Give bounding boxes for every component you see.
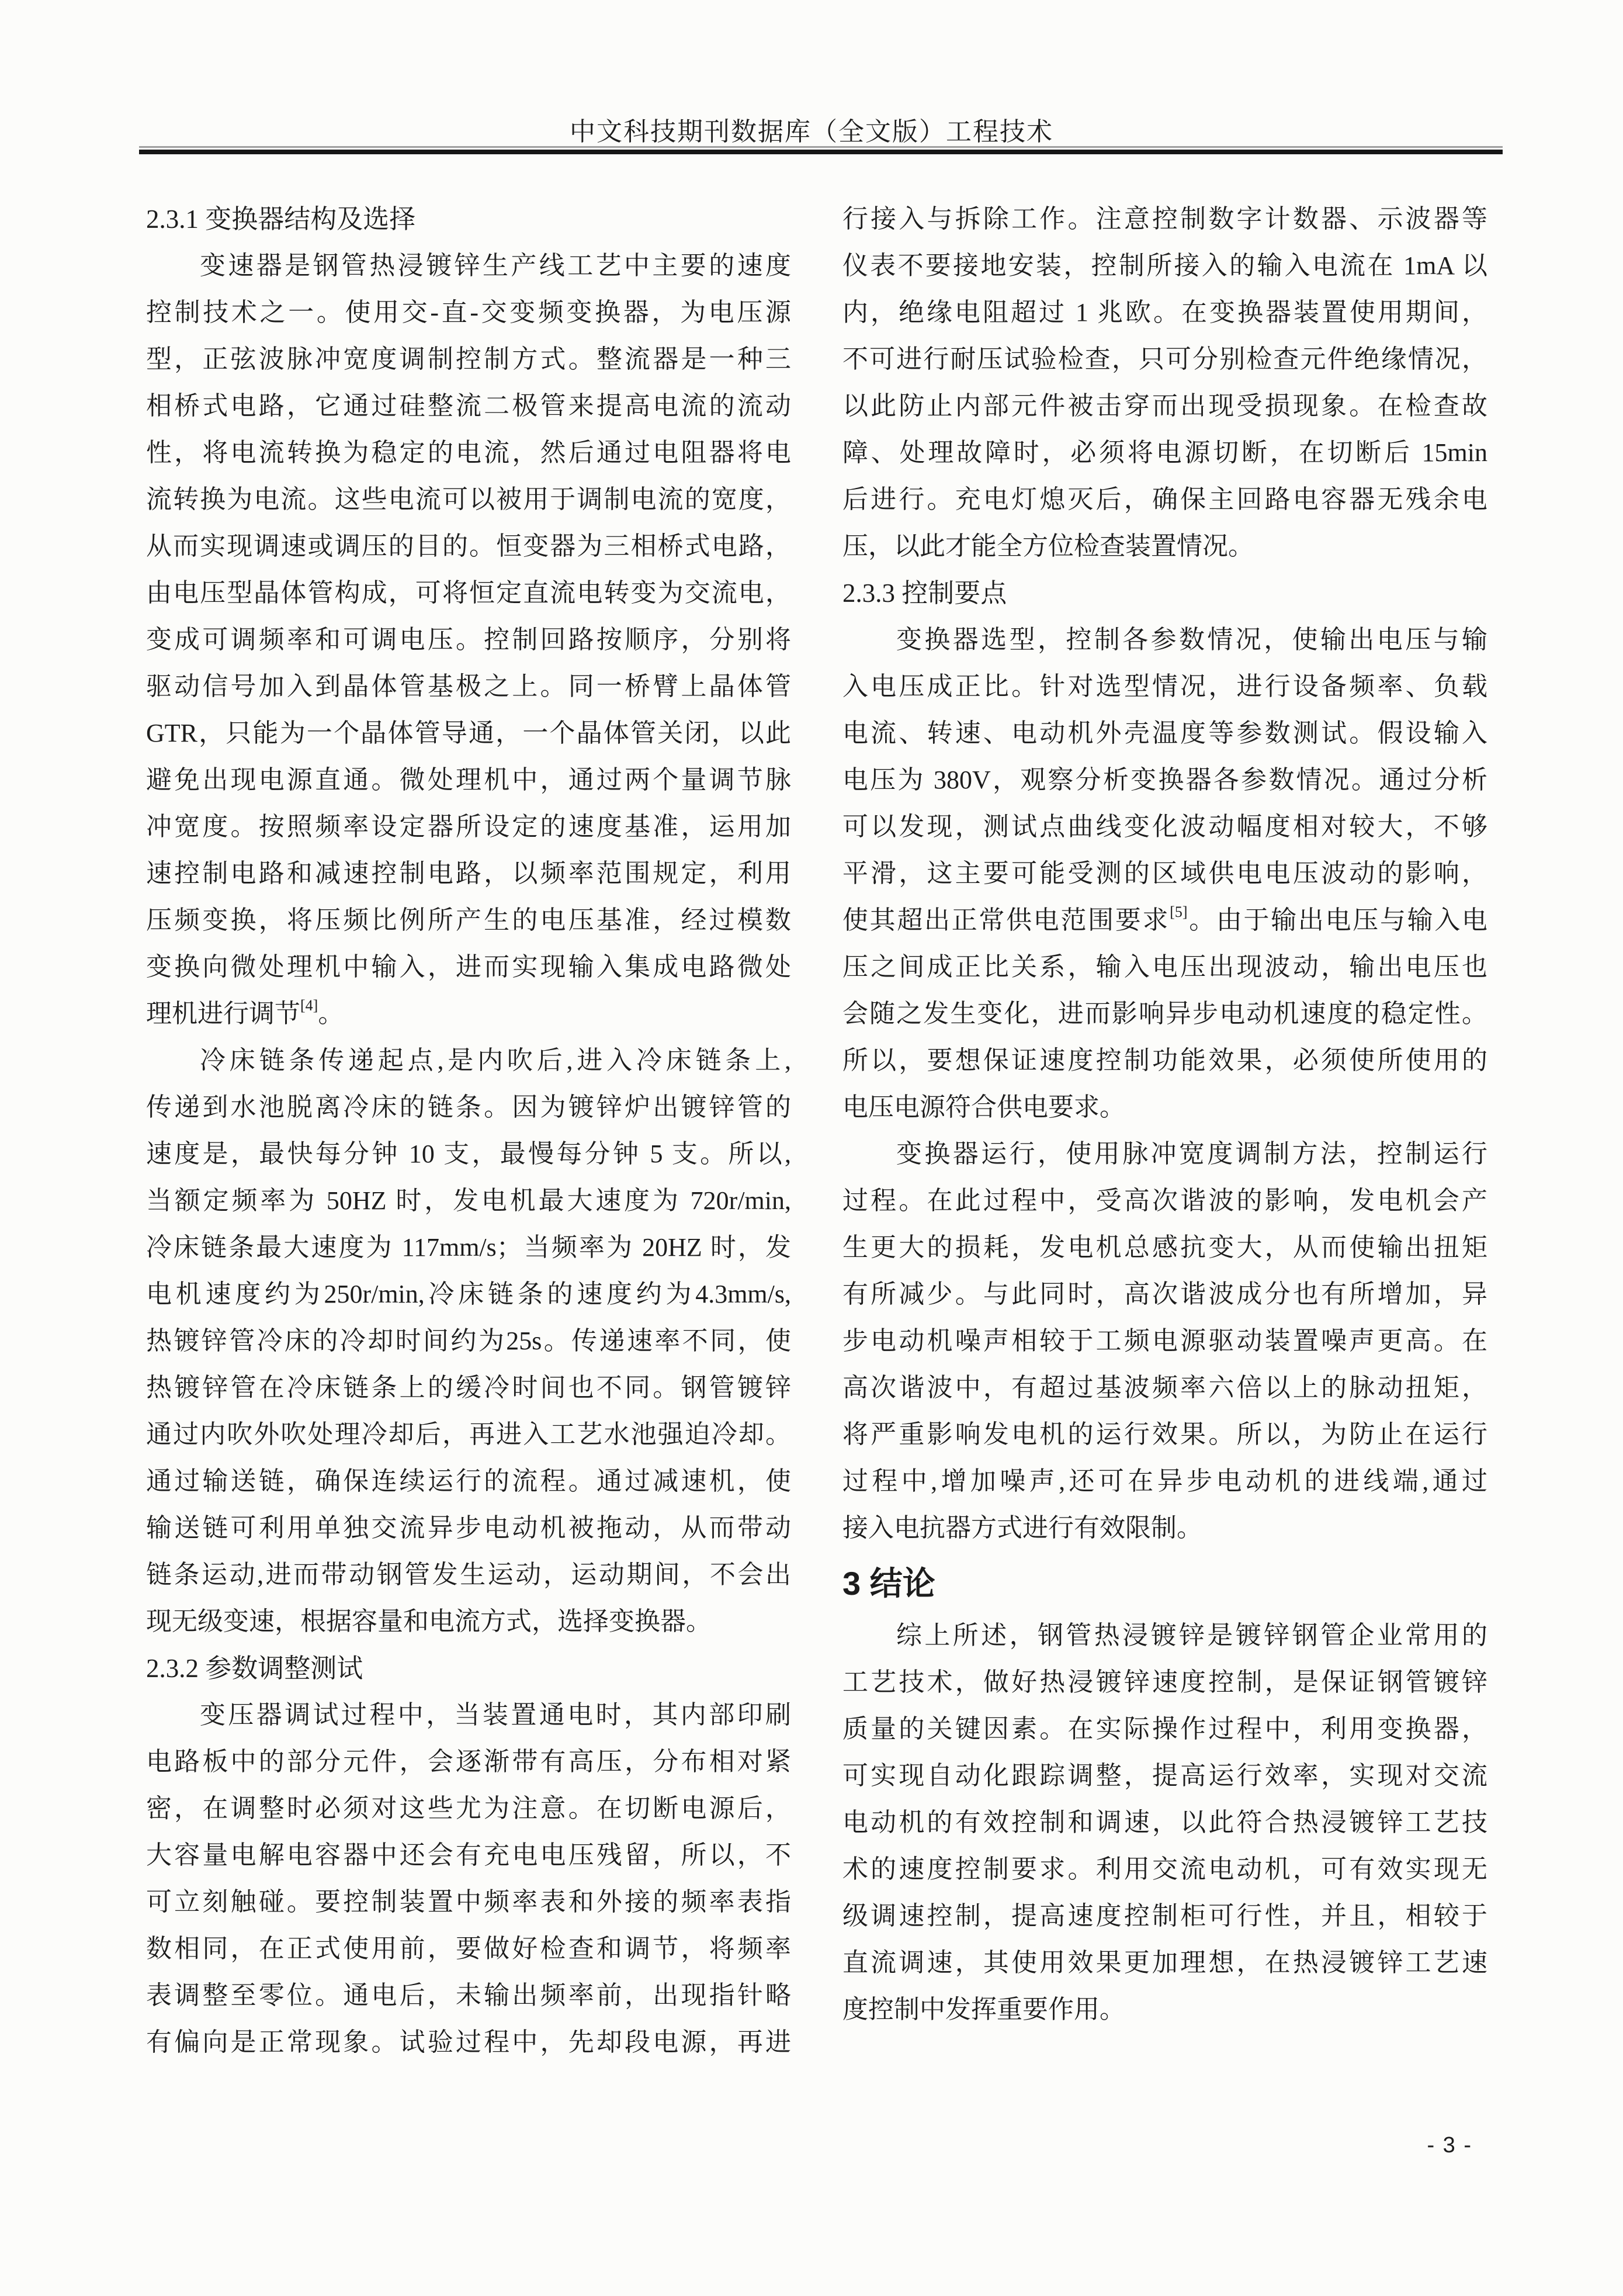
text-line: 行接入与拆除工作。注意控制数字计数器、示波器等 (842, 205, 1487, 233)
text-line: 电机速度约为250r/min,冷床链条的速度约为4.3mm/s, (146, 1280, 791, 1308)
text-line: 从而实现调速或调压的目的。恒变器为三相桥式电路， (146, 532, 791, 560)
text-line: 质量的关键因素。在实际操作过程中，利用变换器， (842, 1715, 1487, 1743)
text-line: 表调整至零位。通电后，未输出频率前，出现指针略 (146, 1981, 791, 2010)
text-line: 当额定频率为 50HZ 时，发电机最大速度为 720r/min, (146, 1186, 791, 1215)
text-line: 通过内吹外吹处理冷却后，再进入工艺水池强迫冷却。 (146, 1420, 791, 1449)
text-line: 变换器运行，使用脉冲宽度调制方法，控制运行 (896, 1140, 1487, 1168)
text-line: 电压电源符合供电要求。 (842, 1093, 1125, 1121)
text-line: 级调速控制，提高速度控制柜可行性，并且，相较于 (842, 1902, 1487, 1930)
text-line: 会随之发生变化，进而影响异步电动机速度的稳定性。 (842, 999, 1487, 1028)
text-line: 内，绝缘电阻超过 1 兆欧。在变换器装置使用期间， (842, 298, 1487, 327)
text-line: 压，以此才能全方位检查装置情况。 (842, 532, 1254, 560)
header-rule (139, 146, 1503, 154)
right-column (842, 196, 1487, 2066)
section-heading: 3 结论 (842, 1565, 935, 1602)
text-line: 电动机的有效控制和调速，以此符合热浸镀锌工艺技 (842, 1808, 1487, 1837)
text-line: 术的速度控制要求。利用交流电动机，可有效实现无 (842, 1855, 1487, 1883)
text-line: 速控制电路和减速控制电路，以频率范围规定，利用 (146, 859, 791, 888)
text-line: 变换向微处理机中输入，进而实现输入集成电路微处 (146, 953, 791, 981)
text-line: 平滑，这主要可能受测的区域供电电压波动的影响， (842, 859, 1487, 888)
text-line: 型，正弦波脉冲宽度调制控制方式。整流器是一种三 (146, 345, 791, 373)
subsection-heading: 2.3.2 参数调整测试 (146, 1654, 363, 1683)
text-line: 入电压成正比。针对选型情况，进行设备频率、负载 (842, 672, 1487, 701)
text-line: 过程中,增加噪声,还可在异步电动机的进线端,通过 (842, 1467, 1487, 1495)
text-line: 接入电抗器方式进行有效限制。 (842, 1514, 1202, 1542)
text-line: 将严重影响发电机的运行效果。所以，为防止在运行 (842, 1420, 1487, 1449)
text-line: 生更大的损耗，发电机总感抗变大，从而使输出扭矩 (842, 1233, 1487, 1262)
text-line: 不可进行耐压试验检查，只可分别检查元件绝缘情况， (842, 345, 1487, 373)
text-segment: 。 (318, 999, 344, 1028)
text-line: 变成可调频率和可调电压。控制回路按顺序，分别将 (146, 625, 791, 654)
page-number: - 3 - (1427, 2133, 1472, 2158)
text-line: 冷床链条最大速度为 117mm/s；当频率为 20HZ 时，发 (146, 1233, 791, 1262)
left-column (146, 196, 791, 2066)
text-line: GTR，只能为一个晶体管导通，一个晶体管关闭，以此 (146, 719, 791, 747)
text-line: 以此防止内部元件被击穿而出现受损现象。在检查故 (842, 392, 1487, 420)
text-segment: 理机进行调节 (146, 999, 300, 1028)
text-line: 障、处理故障时，必须将电源切断，在切断后 15min (842, 438, 1487, 467)
text-line: 数相同，在正式使用前，要做好检查和调节，将频率 (146, 1934, 791, 1963)
text-line: 冷床链条传递起点,是内吹后,进入冷床链条上, (200, 1046, 791, 1075)
text-line: 流转换为电流。这些电流可以被用于调制电流的宽度， (146, 485, 791, 514)
text-segment: 使其超出正常供电范围要求 (842, 906, 1170, 934)
text-line: 有所减少。与此同时，高次谐波成分也有所增加，异 (842, 1280, 1487, 1308)
text-line: 性，将电流转换为稳定的电流，然后通过电阻器将电 (146, 438, 791, 467)
journal-header-title: 中文科技期刊数据库（全文版）工程技术 (570, 117, 1053, 146)
citation-superscript: [5] (1170, 903, 1188, 920)
text-line: 工艺技术，做好热浸镀锌速度控制，是保证钢管镀锌 (842, 1668, 1487, 1696)
text-line: 相桥式电路，它通过硅整流二极管来提高电流的流动 (146, 392, 791, 420)
text-line: 压之间成正比关系，输入电压出现波动，输出电压也 (842, 953, 1487, 981)
subsection-heading: 2.3.1 变换器结构及选择 (146, 205, 416, 234)
text-line: 现无级变速，根据容量和电流方式，选择变换器。 (146, 1607, 712, 1636)
text-line: 步电动机噪声相较于工频电源驱动装置噪声更高。在 (842, 1327, 1487, 1355)
text-line: 过程。在此过程中，受高次谐波的影响，发电机会产 (842, 1186, 1487, 1215)
citation-superscript: [4] (300, 997, 318, 1014)
text-line: 仪表不要接地安装，控制所接入的输入电流在 1mA 以 (842, 251, 1487, 280)
text-line: 电路板中的部分元件，会逐渐带有高压，分布相对紧 (146, 1747, 791, 1776)
text-line (146, 991, 791, 1037)
text-line: 控制技术之一。使用交-直-交变频变换器，为电压源 (146, 298, 791, 327)
text-line: 有偏向是正常现象。试验过程中，先却段电源，再进 (146, 2028, 791, 2056)
text-line: 高次谐波中，有超过基波频率六倍以上的脉动扭矩， (842, 1373, 1487, 1402)
text-line: 后进行。充电灯熄灭后，确保主回路电容器无残余电 (842, 485, 1487, 514)
text-line: 速度是，最快每分钟 10 支，最慢每分钟 5 支。所以, (146, 1140, 791, 1168)
text-line: 变压器调试过程中，当装置通电时，其内部印刷 (200, 1701, 791, 1729)
text-line: 通过输送链，确保连续运行的流程。通过减速机，使 (146, 1467, 791, 1495)
text-line: 度控制中发挥重要作用。 (842, 1995, 1125, 2024)
text-line: 密，在调整时必须对这些尤为注意。在切断电源后， (146, 1794, 791, 1823)
text-line: 大容量电解电容器中还会有充电电压残留，所以，不 (146, 1841, 791, 1869)
text-line: 电流、转速、电动机外壳温度等参数测试。假设输入 (842, 719, 1487, 747)
text-line: 综上所述，钢管热浸镀锌是镀锌钢管企业常用的 (896, 1621, 1487, 1650)
text-line: 所以，要想保证速度控制功能效果，必须使所使用的 (842, 1046, 1487, 1075)
text-line: 可以发现，测试点曲线变化波动幅度相对较大，不够 (842, 812, 1487, 841)
text-line: 变换器选型，控制各参数情况，使输出电压与输 (896, 625, 1487, 654)
text-line: 可立刻触碰。要控制装置中频率表和外接的频率表指 (146, 1888, 791, 1916)
text-line: 压频变换，将压频比例所产生的电压基准，经过模数 (146, 906, 791, 934)
text-line: 可实现自动化跟踪调整，提高运行效率，实现对交流 (842, 1761, 1487, 1790)
text-line: 传递到水池脱离冷床的链条。因为镀锌炉出镀锌管的 (146, 1093, 791, 1121)
text-line: 驱动信号加入到晶体管基极之上。同一桥臂上晶体管 (146, 672, 791, 701)
text-line: 输送链可利用单独交流异步电动机被拖动，从而带动 (146, 1514, 791, 1542)
text-line: 链条运动,进而带动钢管发生运动，运动期间，不会出 (146, 1560, 791, 1589)
two-column-content (146, 196, 1487, 2066)
text-line: 热镀锌管在冷床链条上的缓冷时间也不同。钢管镀锌 (146, 1373, 791, 1402)
text-line: 变速器是钢管热浸镀锌生产线工艺中主要的速度 (200, 251, 791, 280)
subsection-heading: 2.3.3 控制要点 (842, 579, 1007, 608)
text-line: 热镀锌管冷床的冷却时间约为25s。传递速率不同，使 (146, 1327, 791, 1355)
text-line (842, 897, 1487, 944)
text-line: 电压为 380V，观察分析变换器各参数情况。通过分析 (842, 766, 1487, 794)
text-line: 避免出现电源直通。微处理机中，通过两个量调节脉 (146, 766, 791, 794)
text-line: 直流调速，其使用效果更加理想，在热浸镀锌工艺速 (842, 1948, 1487, 1977)
text-line: 冲宽度。按照频率设定器所设定的速度基准，运用加 (146, 812, 791, 841)
text-segment: 。由于输出电压与输入电 (1187, 906, 1488, 934)
text-line: 由电压型晶体管构成，可将恒定直流电转变为交流电， (146, 579, 791, 607)
